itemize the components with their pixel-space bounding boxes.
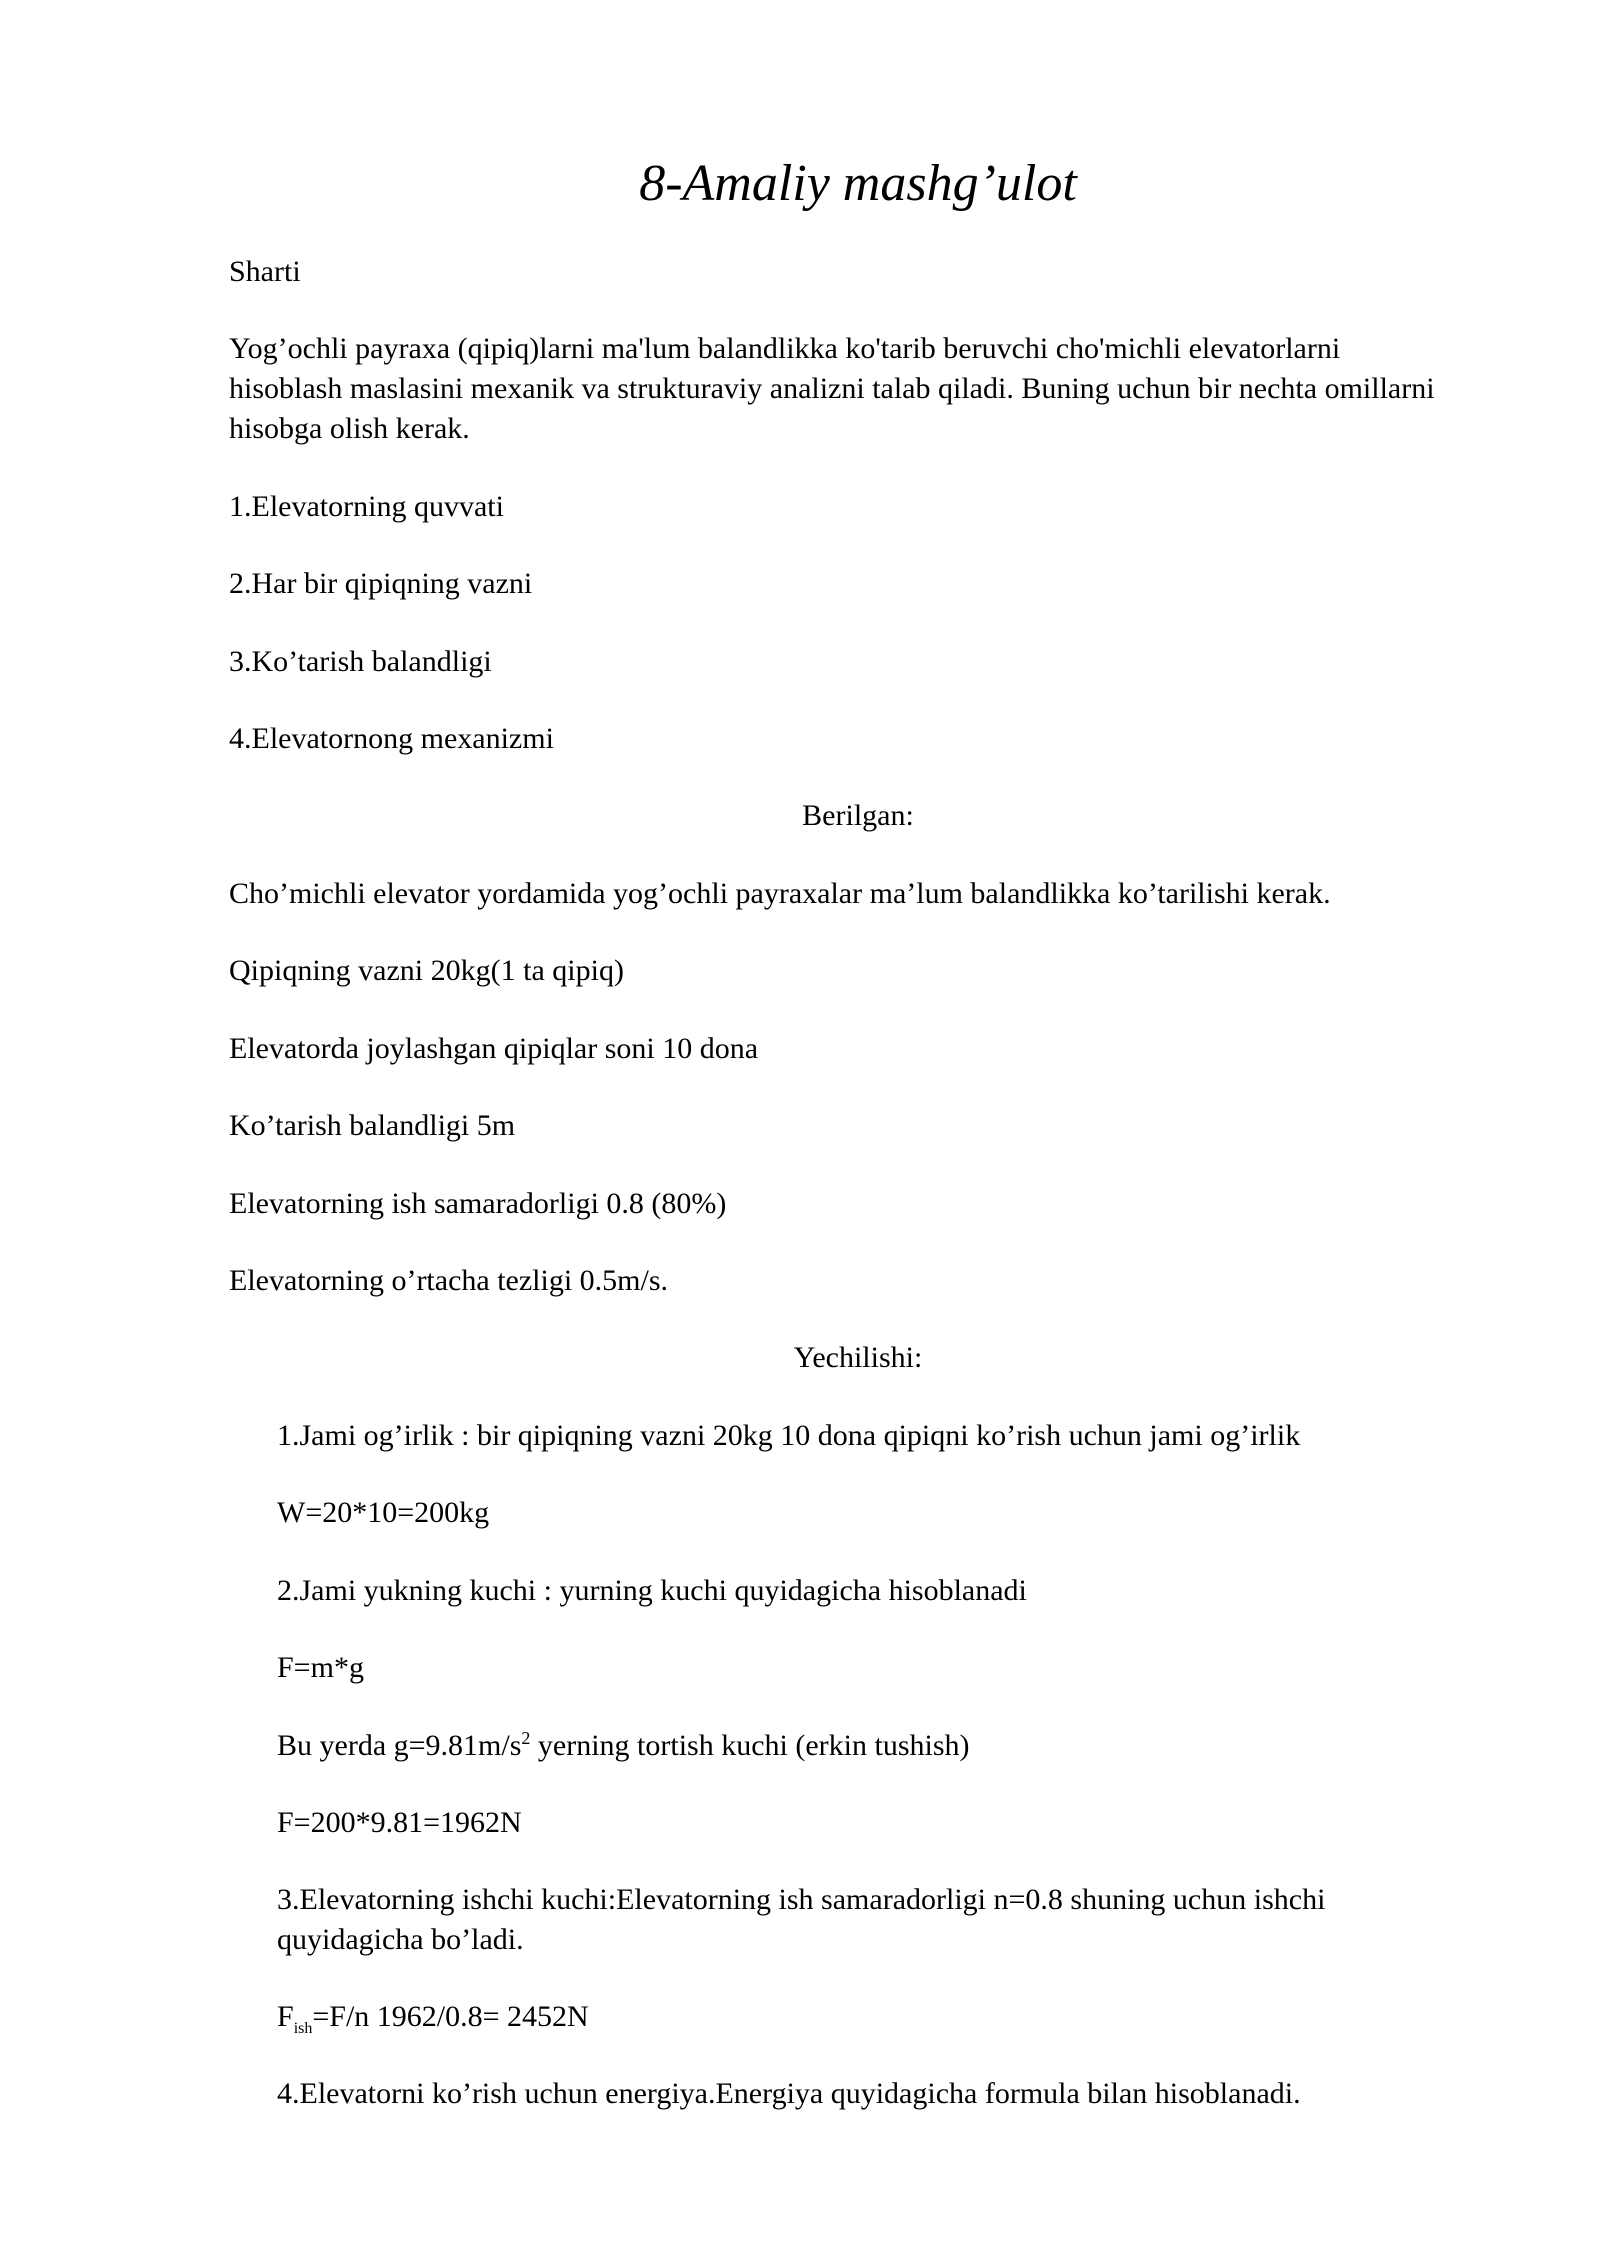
sharti-item-1: 1.Elevatorning quvvati: [229, 490, 504, 523]
solution-step-2: 2.Jami yukning kuchi : yurning kuchi quyidagicha hisoblanadi: [277, 1574, 1027, 1607]
berilgan-line-1: Cho’michli elevator yordamida yog’ochli payraxalar ma’lum balandlikka ko’tarilishi kerak.: [229, 877, 1331, 910]
berilgan-line-3: Elevatorda joylashgan qipiqlar soni 10 dona: [229, 1032, 759, 1065]
sharti-item-4: 4.Elevatornong mexanizmi: [229, 722, 554, 755]
yechilishi-heading: Yechilishi:: [793, 1341, 923, 1374]
solution-step-1: 1.Jami og’irlik : bir qipiqning vazni 20kg 10 dona qipiqni ko’rish uchun jami og’irlik: [277, 1419, 1301, 1452]
working-force-symbol: F: [277, 2000, 294, 2033]
sharti-item-3: 3.Ko’tarish balandligi: [229, 645, 492, 678]
force-formula: F=m*g: [277, 1651, 364, 1684]
working-force-subscript: ish: [293, 2020, 313, 2037]
berilgan-line-5: Elevatorning ish samaradorligi 0.8 (80%): [229, 1187, 727, 1220]
working-force-formula: [277, 1997, 589, 2037]
berilgan-line-4: Ko’tarish balandligi 5m: [229, 1109, 516, 1142]
solution-step-3: 3.Elevatorning ishchi kuchi:Elevatorning ish samaradorligi n=0.8 shuning uchun ishchi quyidagicha bo’ladi.: [277, 1883, 1326, 1956]
berilgan-line-6: Elevatorning o’rtacha tezligi 0.5m/s.: [229, 1264, 669, 1297]
working-force-expression: =F/n 1962/0.8= 2452N: [312, 2000, 589, 2033]
gravity-note-superscript: 2: [521, 1728, 531, 1748]
solution-step-4: 4.Elevatorni ko’rish uchun energiya.Energiya quyidagicha formula bilan hisoblanadi.: [277, 2077, 1301, 2110]
weight-formula: W=20*10=200kg: [277, 1496, 490, 1529]
gravity-note-rest: yerning tortish kuchi (erkin tushish): [530, 1729, 970, 1762]
berilgan-line-2: Qipiqning vazni 20kg(1 ta qipiq): [229, 954, 624, 987]
page-title: 8-Amaliy mashg’ulot: [639, 155, 1077, 212]
force-result: F=200*9.81=1962N: [277, 1806, 522, 1839]
gravity-note-text: Bu yerda g=9.81m/s: [277, 1729, 522, 1762]
sharti-label: Sharti: [229, 255, 301, 288]
sharti-item-2: 2.Har bir qipiqning vazni: [229, 567, 533, 600]
gravity-note: [277, 1726, 970, 1766]
sharti-intro-paragraph: Yog’ochli payraxa (qipiq)larni ma'lum balandlikka ko'tarib beruvchi cho'michli elevatorlarni hisoblash maslasini mexanik va strukturaviy analizni talab qiladi. Buning uchun bir nechta omillarni hisobga olish kerak.: [229, 332, 1435, 445]
berilgan-heading: Berilgan:: [802, 799, 914, 832]
